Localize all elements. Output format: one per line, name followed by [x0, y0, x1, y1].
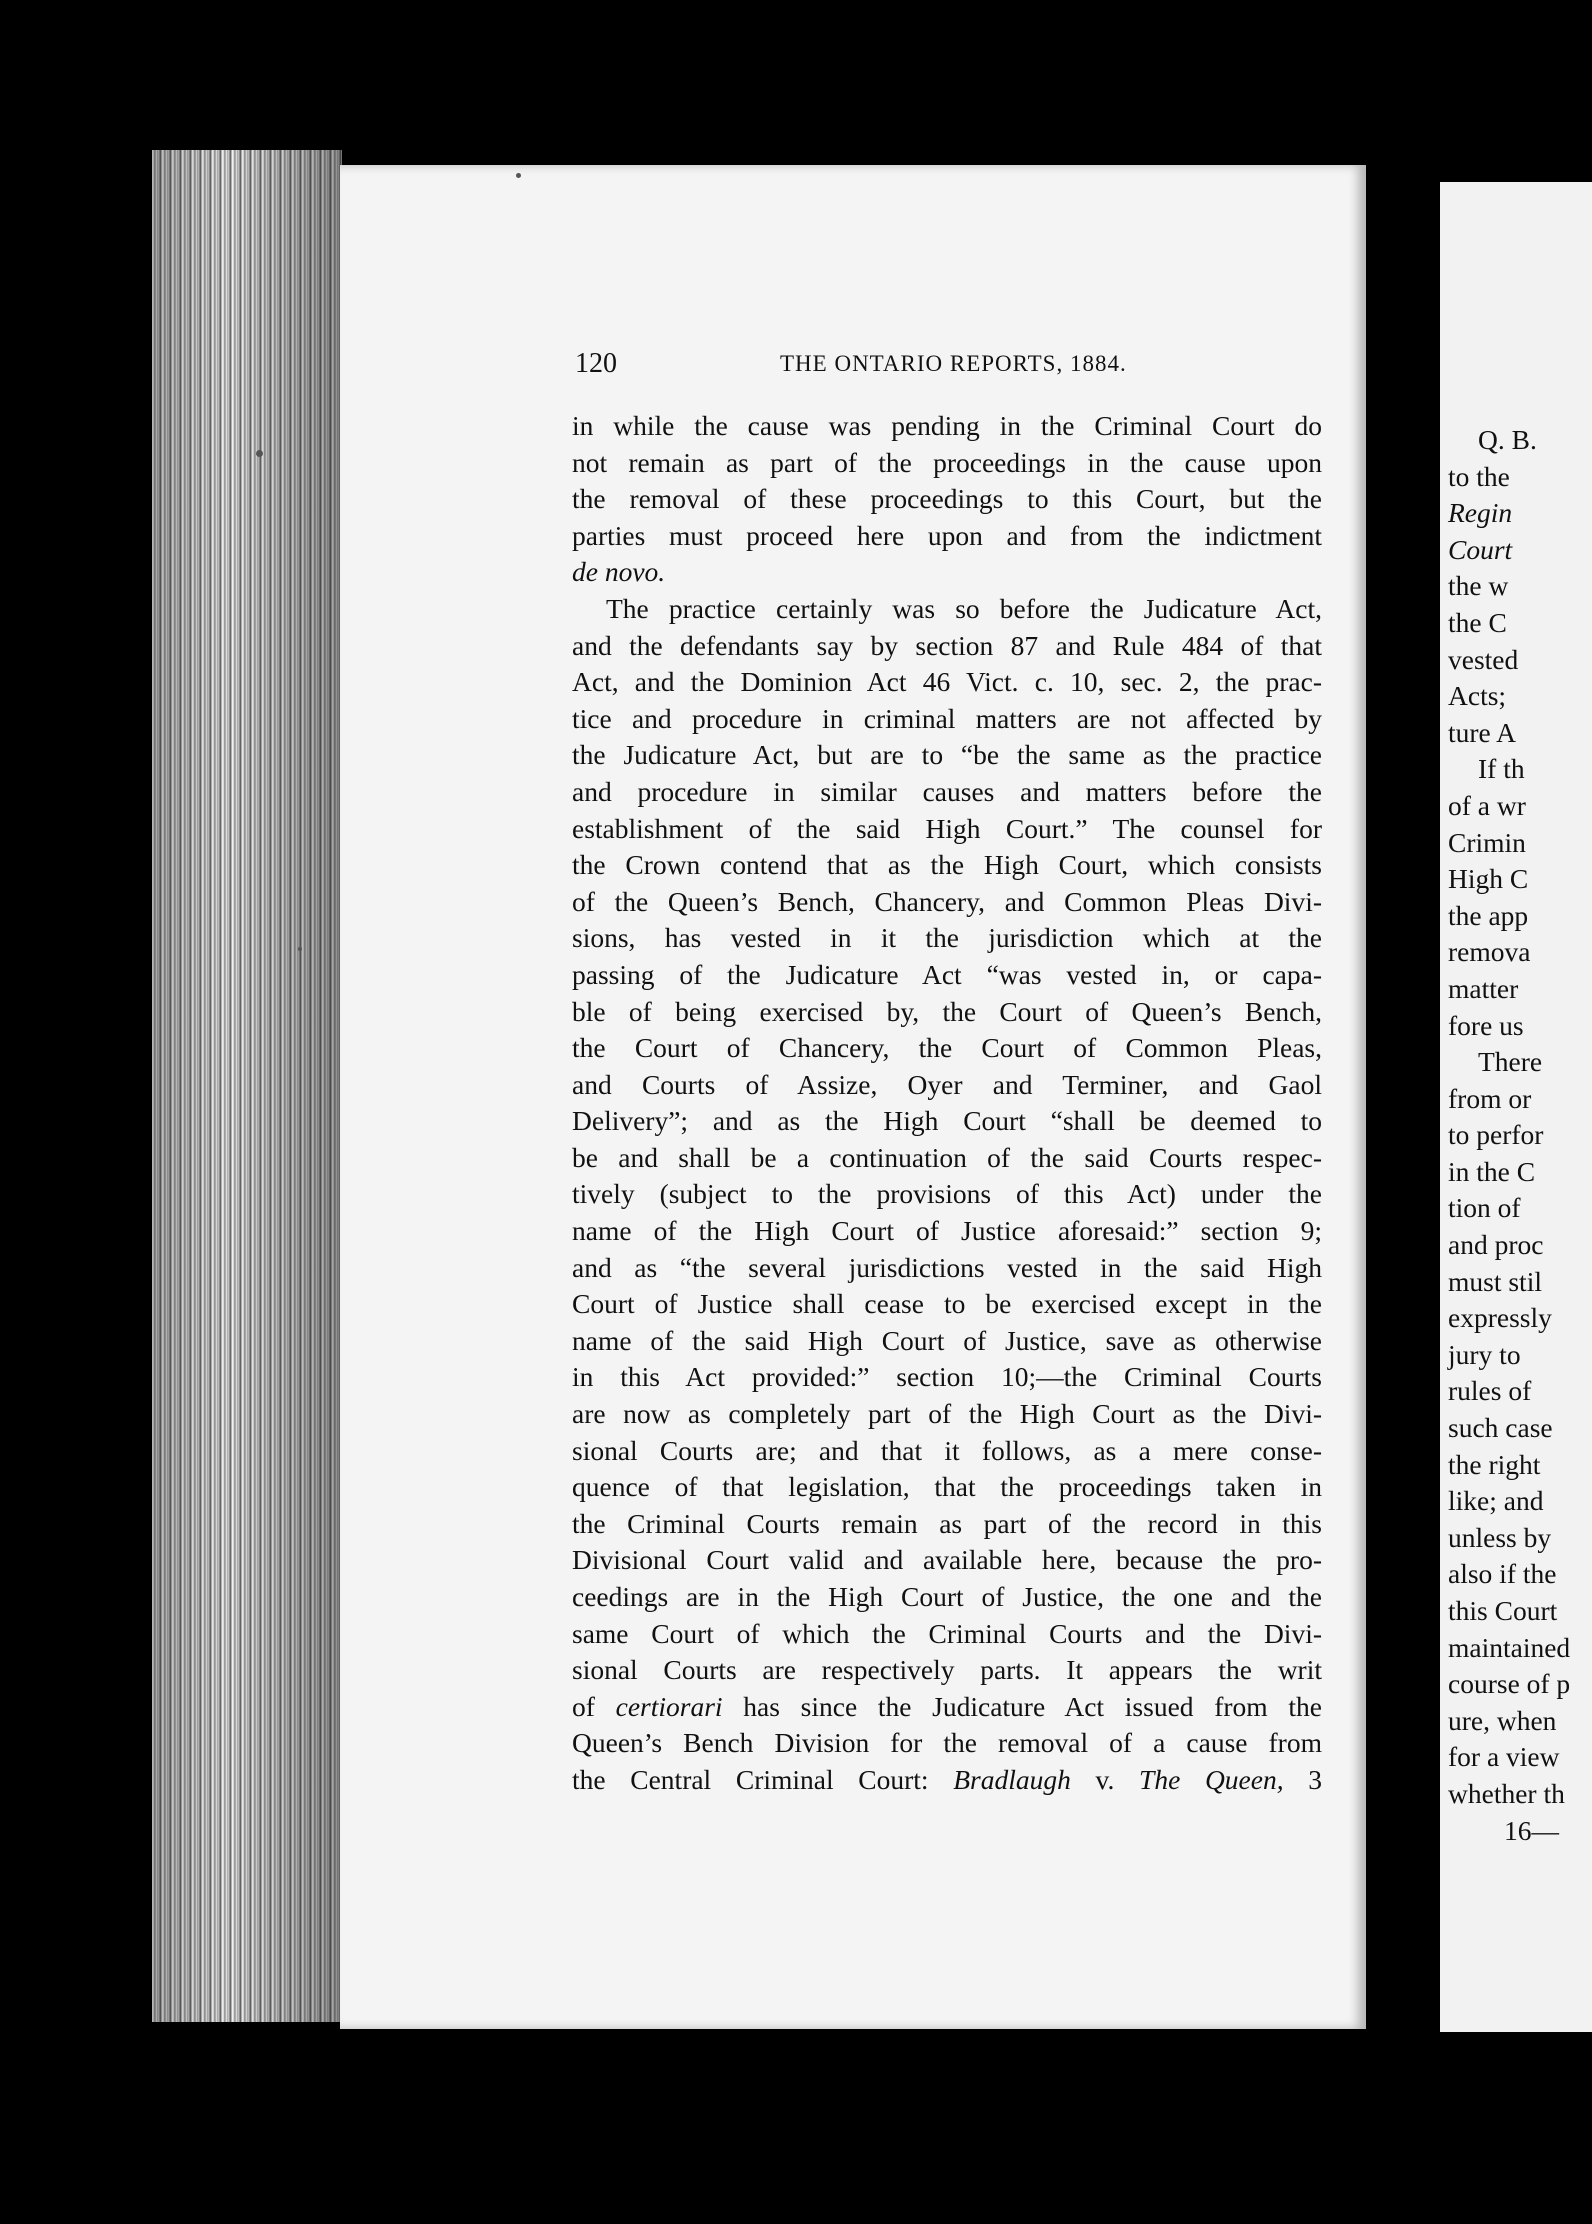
text-line: the Judicature Act, but are to “be the same as the practice	[572, 739, 1322, 771]
text-line: jury to	[1448, 1338, 1521, 1370]
text-line: ceedings are in the High Court of Justice, the one and the	[572, 1581, 1322, 1612]
text-line: name of the said High Court of Justice, save as otherwise	[572, 1324, 1322, 1356]
text-line: Queen’s Bench Division for the removal of a cause from	[572, 1727, 1322, 1759]
signature-mark: 16—	[1504, 1814, 1559, 1846]
text-fragment: of	[572, 1690, 616, 1722]
text-line: quence of that legislation, that the proceedings taken in	[572, 1471, 1322, 1503]
italic-phrase: Bradlaugh	[953, 1763, 1071, 1795]
text-line: If th	[1478, 753, 1525, 785]
text-line: course of p	[1448, 1668, 1571, 1700]
book-gutter	[1366, 160, 1440, 2040]
text-line: same Court of which the Criminal Courts and the Divi-	[572, 1617, 1322, 1649]
text-line: Q. B.	[1478, 424, 1537, 455]
text-line: maintained	[1448, 1631, 1571, 1663]
text-line: tively (subject to the provisions of this Act) under the	[572, 1178, 1322, 1210]
text-line: must stil	[1448, 1265, 1542, 1297]
text-line: Divisional Court valid and available here, because the pro-	[572, 1544, 1322, 1576]
paper-speck	[516, 173, 521, 178]
text-line: Court of Justice shall cease to be exercised except in the	[572, 1288, 1322, 1320]
text-line: and the defendants say by section 87 and Rule 484 of that	[572, 629, 1322, 661]
text-line: Crimin	[1448, 826, 1526, 858]
text-line: to perfor	[1448, 1119, 1544, 1151]
text-line: passing of the Judicature Act “was vested in, or capa-	[572, 958, 1322, 990]
text-line	[572, 554, 1322, 591]
text-line: in while the cause was pending in the Criminal Court do	[572, 410, 1322, 441]
book-page-right	[1440, 182, 1592, 2032]
text-line: in this Act provided:” section 10;—the Criminal Courts	[572, 1361, 1322, 1393]
text-line: the app	[1448, 899, 1529, 931]
text-line: remova	[1448, 936, 1531, 968]
text-line: the Crown contend that as the High Court, which consists	[572, 849, 1322, 881]
text-line	[572, 1689, 1322, 1726]
page-number: 120	[575, 348, 617, 379]
text-line: also if the	[1448, 1558, 1557, 1590]
text-line: whether th	[1448, 1777, 1565, 1809]
text-fragment: has since the Judicature Act issued from the	[722, 1690, 1322, 1722]
text-line: and proc	[1448, 1229, 1544, 1261]
text-fragment: 3	[1283, 1763, 1323, 1795]
text-line: Court	[1448, 533, 1513, 565]
text-line: matter	[1448, 972, 1519, 1004]
right-page-text	[1448, 422, 1570, 1849]
text-line: Acts;	[1448, 680, 1507, 712]
text-line: ure, when	[1448, 1704, 1557, 1736]
text-line: expressly	[1448, 1302, 1552, 1334]
text-line: the C	[1448, 606, 1507, 638]
text-line: name of the High Court of Justice aforesaid:” section 9;	[572, 1215, 1322, 1247]
text-fragment: the Central Criminal Court:	[572, 1763, 954, 1795]
text-line: Act, and the Dominion Act 46 Vict. c. 10, sec. 2, the prac-	[572, 666, 1322, 698]
italic-phrase: certiorari	[615, 1690, 723, 1722]
text-line: of a wr	[1448, 789, 1526, 821]
text-line: the removal of these proceedings to this Court, but the	[572, 483, 1322, 515]
text-line: are now as completely part of the High Court as the Divi-	[572, 1398, 1322, 1430]
text-line: High C	[1448, 863, 1529, 895]
text-line: tice and procedure in criminal matters are not affected by	[572, 702, 1322, 734]
italic-phrase: de novo.	[572, 556, 666, 588]
text-line: this Court	[1448, 1595, 1558, 1626]
text-line: the Criminal Courts remain as part of the record in this	[572, 1507, 1322, 1539]
text-line: and procedure in similar causes and matters before the	[572, 775, 1322, 807]
text-line: ture A	[1448, 716, 1516, 748]
book-page-left	[340, 165, 1366, 2029]
book-page-edges	[152, 150, 342, 2022]
text-line: There	[1478, 1046, 1543, 1078]
text-line: sions, has vested in it the jurisdiction which at the	[572, 922, 1322, 954]
running-head-title: THE ONTARIO REPORTS, 1884.	[780, 351, 1127, 376]
text-line: rules of	[1448, 1375, 1532, 1407]
text-line: Delivery”; and as the High Court “shall be deemed to	[572, 1105, 1322, 1137]
text-line: establishment of the said High Court.” The counsel for	[572, 812, 1322, 844]
text-line: sional Courts are respectively parts. It appears the writ	[572, 1654, 1322, 1686]
text-fragment: v.	[1070, 1763, 1140, 1795]
text-line: and Courts of Assize, Oyer and Terminer, and Gaol	[572, 1068, 1322, 1100]
text-line: of the Queen’s Bench, Chancery, and Common Pleas Divi-	[572, 885, 1322, 917]
text-line: ble of being exercised by, the Court of Queen’s Bench,	[572, 995, 1322, 1027]
running-head	[575, 348, 1145, 388]
text-line: fore us	[1448, 1009, 1524, 1041]
text-line: the Court of Chancery, the Court of Common Pleas,	[572, 1032, 1322, 1064]
text-line: to the	[1448, 460, 1510, 492]
text-line	[572, 1762, 1322, 1799]
text-line: unless by	[1448, 1521, 1552, 1553]
body-text	[572, 408, 1322, 1799]
text-line: tion of	[1448, 1192, 1521, 1224]
paper-speck	[256, 450, 263, 457]
text-line: such case	[1448, 1412, 1553, 1444]
text-line: the right	[1448, 1448, 1541, 1480]
paper-speck	[298, 947, 302, 951]
text-line: The practice certainly was so before the Judicature Act,	[606, 592, 1322, 624]
text-line: not remain as part of the proceedings in the cause upon	[572, 446, 1322, 478]
text-line: in the C	[1448, 1155, 1536, 1187]
text-line: parties must proceed here upon and from the indictment	[572, 519, 1322, 551]
text-line: Regin	[1448, 497, 1513, 529]
italic-phrase: The Queen,	[1139, 1763, 1284, 1795]
text-line: the w	[1448, 570, 1509, 602]
text-line: be and shall be a continuation of the said Courts respec-	[572, 1141, 1322, 1173]
text-line: and as “the several jurisdictions vested in the said High	[572, 1251, 1322, 1283]
text-line: from or	[1448, 1082, 1532, 1114]
text-line: sional Courts are; and that it follows, as a mere conse-	[572, 1434, 1322, 1466]
text-line: like; and	[1448, 1485, 1544, 1517]
text-line: for a view	[1448, 1741, 1560, 1773]
text-line: vested	[1448, 643, 1519, 675]
